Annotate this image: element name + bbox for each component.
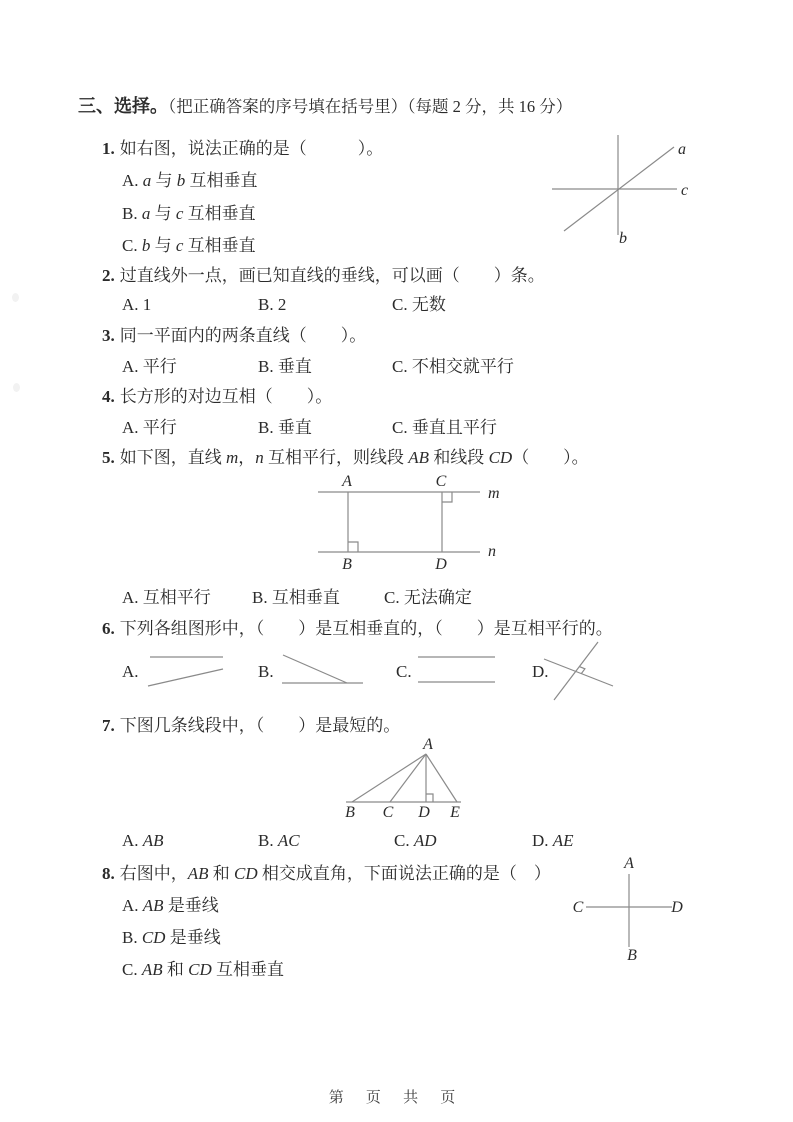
question-4-number: 4. — [102, 387, 115, 406]
section-title: 三、选择。 — [78, 96, 168, 116]
question-6-label-c: C. — [396, 662, 412, 681]
question-1-option-c: C. b 与 c 互相垂直 — [122, 236, 256, 255]
question-6-figure-c — [417, 651, 497, 685]
figure-d-line-2 — [544, 659, 613, 686]
question-6-figure-d — [543, 638, 615, 704]
question-1-number: 1. — [102, 139, 115, 158]
question-8 — [102, 864, 551, 884]
figure-b-line-2 — [283, 655, 347, 683]
question-2-number: 2. — [102, 266, 115, 285]
segment-ac — [390, 754, 426, 802]
question-2-option-c: C. 无数 — [392, 295, 446, 314]
question-7-option-b: B. AC — [258, 831, 300, 850]
scan-artifact — [13, 383, 20, 392]
label-line-n: n — [488, 543, 496, 560]
question-1-option-b: B. a 与 c 互相垂直 — [122, 204, 256, 223]
label-point-c: C — [435, 473, 447, 490]
question-2-text: 过直线外一点，画已知直线的垂线，可以画（ ）条。 — [119, 266, 545, 285]
label-point-a: A — [423, 736, 433, 753]
label-line-a: a — [678, 141, 686, 158]
right-angle-mark-b — [348, 542, 358, 552]
label-point-b: B — [342, 556, 352, 573]
question-6-label-a: A. — [122, 662, 139, 681]
question-6-number: 6. — [102, 619, 115, 638]
question-5-option-b: B. 互相垂直 — [252, 588, 340, 607]
section-heading — [78, 96, 572, 118]
question-5-option-a: A. 互相平行 — [122, 588, 211, 607]
question-6-figure-b — [280, 652, 365, 686]
question-8-figure — [570, 850, 700, 962]
question-1 — [102, 139, 383, 159]
label-point-d: D — [418, 804, 430, 821]
segment-ab — [352, 754, 426, 802]
question-3-option-c: C. 不相交就平行 — [392, 357, 514, 376]
question-1-figure — [550, 132, 698, 246]
question-4-text: 长方形的对边互相（ ）。 — [119, 387, 333, 406]
question-6-figure-a — [147, 651, 227, 689]
page-footer: 第 页 共 页 — [328, 1089, 465, 1106]
question-2 — [102, 266, 545, 286]
scan-artifact — [12, 293, 19, 302]
question-5-number: 5. — [102, 448, 115, 467]
question-8-option-a: A. AB 是垂线 — [122, 896, 219, 915]
label-line-b: b — [619, 230, 627, 247]
label-point-a: A — [624, 855, 634, 872]
question-2-option-a: A. 1 — [122, 295, 152, 314]
question-8-text: 右图中，AB 和 CD 相交成直角，下面说法正确的是（ ） — [119, 864, 551, 883]
figure-a-line-2 — [148, 669, 223, 686]
question-3 — [102, 326, 366, 346]
question-6-text: 下列各组图形中，（ ）是互相垂直的，（ ）是互相平行的。 — [119, 619, 613, 638]
question-6-label-b: B. — [258, 662, 274, 681]
segment-ae — [426, 754, 457, 802]
label-line-m: m — [488, 485, 500, 502]
question-5-text: 如下图，直线 m，n 互相平行，则线段 AB 和线段 CD（ ）。 — [119, 448, 589, 467]
question-4-option-a: A. 平行 — [122, 418, 177, 437]
question-6 — [102, 619, 613, 639]
label-point-e: E — [450, 804, 460, 821]
question-4-option-b: B. 垂直 — [258, 418, 312, 437]
question-4-option-c: C. 垂直且平行 — [392, 418, 497, 437]
label-point-c: C — [382, 804, 394, 821]
label-point-d: D — [435, 556, 447, 573]
question-7-option-c: C. AD — [394, 831, 437, 850]
section-instructions: （把正确答案的序号填在括号里）（每题 2 分，共 16 分） — [168, 97, 573, 116]
question-8-option-c: C. AB 和 CD 互相垂直 — [122, 960, 284, 979]
label-point-c: C — [572, 899, 584, 916]
question-1-option-a: A. a 与 b 互相垂直 — [122, 171, 258, 190]
question-8-number: 8. — [102, 864, 115, 883]
question-3-text: 同一平面内的两条直线（ ）。 — [119, 326, 367, 345]
label-point-b: B — [345, 804, 355, 821]
question-7-text: 下图几条线段中，（ ）是最短的。 — [119, 716, 401, 735]
question-6-label-d: D. — [532, 662, 549, 681]
question-3-number: 3. — [102, 326, 115, 345]
question-5 — [102, 448, 589, 468]
label-point-a: A — [342, 473, 352, 490]
question-7-option-a: A. AB — [122, 831, 164, 850]
question-3-option-a: A. 平行 — [122, 357, 177, 376]
question-4 — [102, 387, 332, 407]
question-7 — [102, 716, 400, 736]
question-1-text: 如右图，说法正确的是（ ）。 — [119, 139, 384, 158]
label-point-d: D — [671, 899, 683, 916]
question-2-option-b: B. 2 — [258, 295, 287, 314]
label-point-b: B — [627, 947, 637, 964]
question-7-number: 7. — [102, 716, 115, 735]
question-3-option-b: B. 垂直 — [258, 357, 312, 376]
label-line-c: c — [681, 182, 689, 199]
question-7-option-d: D. AE — [532, 831, 574, 850]
question-7-figure — [338, 737, 473, 819]
right-angle-mark-c — [442, 492, 452, 502]
question-5-figure — [310, 468, 510, 572]
question-5-option-c: C. 无法确定 — [384, 588, 472, 607]
question-8-option-b: B. CD 是垂线 — [122, 928, 221, 947]
right-angle-mark-d — [426, 794, 433, 802]
